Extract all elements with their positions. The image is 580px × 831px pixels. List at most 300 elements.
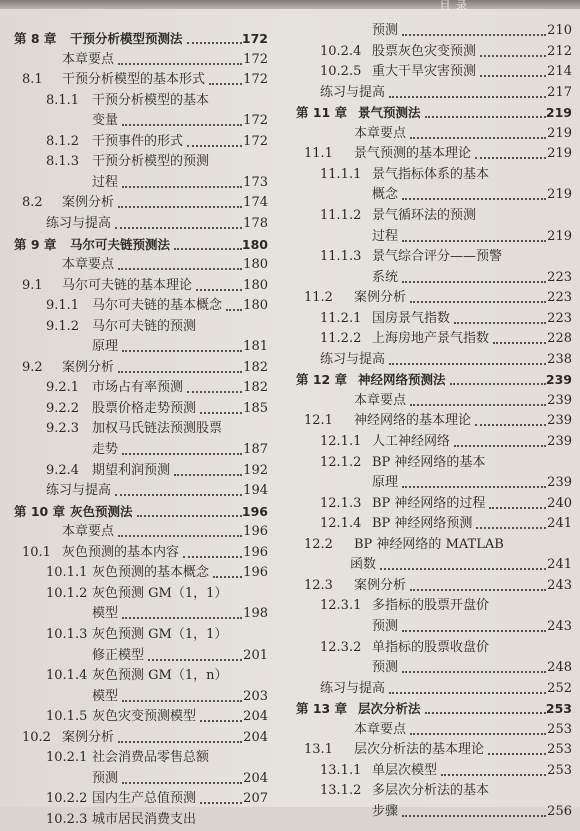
toc-leader-dots [402, 630, 546, 632]
toc-entry-number: 12.3 [304, 577, 333, 593]
toc-leader-dots [402, 486, 546, 488]
toc-chapter-entry [0, 234, 268, 256]
toc-entry [0, 542, 268, 564]
toc-entry [0, 460, 268, 482]
toc-entry [290, 554, 572, 576]
toc-entry-number: 第 8 章 [14, 31, 57, 46]
toc-entry-page: 180 [243, 298, 268, 314]
toc-leader-dots [389, 96, 546, 98]
toc-entry-title: 干预分析模型的基本 [92, 92, 210, 108]
toc-entry [0, 316, 268, 338]
toc-entry [0, 809, 268, 831]
toc-entry-title: 干预分析模型预测法 [70, 31, 183, 46]
toc-entry-title: 系统 [372, 269, 399, 285]
toc-leader-dots [389, 363, 546, 365]
toc-leader-dots [402, 34, 546, 36]
toc-leader-dots [183, 556, 242, 558]
toc-entry-title: 练习与提高 [46, 215, 112, 231]
toc-entry-number: 11.1 [304, 146, 333, 162]
toc-entry [290, 184, 572, 206]
toc-leader-dots [402, 240, 546, 242]
toc-entry-title: 灰色灾变预测模型 [92, 709, 197, 725]
toc-entry-title: 案例分析 [62, 729, 115, 745]
toc-entry-title: 干预分析模型的基本形式 [62, 72, 206, 88]
toc-leader-dots [454, 322, 546, 324]
toc-entry-title: 本章要点 [354, 392, 407, 408]
toc-leader-dots [122, 782, 242, 784]
toc-entry-page: 253 [547, 742, 572, 758]
toc-entry-title: 步骤 [372, 803, 399, 819]
toc-entry [290, 780, 572, 802]
toc-entry-number: 11.1.2 [320, 207, 362, 223]
toc-entry-title: 案例分析 [62, 359, 115, 375]
toc-entry-page: 217 [547, 84, 572, 100]
toc-entry-number: 10.2.3 [46, 811, 88, 827]
toc-entry-number: 12.1.2 [320, 454, 362, 470]
toc-leader-dots [122, 700, 242, 702]
toc-entry [0, 727, 268, 749]
toc-entry-number: 10.1 [22, 544, 51, 560]
toc-entry-title: 单层次模型 [372, 762, 438, 778]
toc-entry-title: 国房景气指数 [372, 310, 451, 326]
toc-entry-title: 预测 [372, 618, 399, 634]
toc-entry-page: 180 [243, 257, 268, 273]
toc-entry-title: 国内生产总值预测 [92, 791, 197, 807]
toc-entry-page: 172 [241, 31, 268, 46]
toc-entry-page: 243 [547, 618, 572, 634]
toc-entry-number: 12.3.2 [320, 639, 362, 655]
toc-leader-dots [118, 535, 242, 537]
toc-entry-number: 8.1.2 [46, 133, 80, 149]
toc-entry-title: 加权马氏链法预测股票 [92, 421, 223, 437]
toc-leader-dots [115, 227, 242, 229]
toc-entry [290, 595, 572, 617]
toc-entry-number: 10.2 [22, 729, 51, 745]
toc-entry [290, 164, 572, 186]
toc-entry-number: 第 13 章 [296, 701, 348, 717]
toc-chapter-entry [0, 28, 268, 50]
toc-entry-title: 景气循环法的预测 [372, 207, 477, 223]
toc-entry-title: 景气预测的基本理论 [354, 146, 472, 162]
toc-entry-title: 预测 [372, 23, 399, 38]
toc-entry-title: 股票灰色灾变预测 [372, 43, 477, 59]
toc-entry-title: 神经网络预测法 [358, 372, 446, 388]
toc-entry-title: 练习与提高 [320, 680, 386, 696]
toc-leader-dots [226, 309, 242, 311]
toc-entry-title: 过程 [92, 174, 119, 190]
toc-leader-dots [200, 720, 242, 722]
toc-entry [290, 616, 572, 638]
toc-leader-dots [475, 424, 546, 426]
toc-entry-title: 本章要点 [62, 51, 115, 67]
toc-entry-page: 182 [243, 359, 268, 375]
toc-entry-title: 案例分析 [354, 290, 407, 306]
toc-leader-dots [118, 268, 242, 270]
toc-entry-number: 11.2.2 [320, 331, 362, 347]
toc-entry-title: 马尔可夫链预测法 [70, 236, 171, 252]
toc-entry-title: 原理 [372, 475, 399, 491]
toc-entry [290, 143, 572, 165]
toc-leader-dots [122, 617, 242, 619]
toc-entry [290, 719, 572, 741]
toc-entry-page: 239 [547, 392, 572, 408]
toc-entry-number: 10.1.5 [46, 709, 88, 725]
toc-entry-page: 185 [243, 400, 268, 416]
page-header-band [0, 0, 580, 12]
toc-leader-dots [174, 474, 242, 476]
toc-entry-page: 241 [547, 516, 572, 532]
toc-chapter-entry [290, 369, 572, 391]
toc-entry-page: 228 [547, 331, 572, 347]
toc-entry-page: 173 [243, 174, 268, 190]
toc-entry [290, 226, 572, 248]
toc-entry-page: 172 [243, 72, 268, 88]
toc-entry-page: 239 [547, 434, 572, 449]
toc-entry-title: 函数 [350, 557, 377, 573]
toc-entry-number: 8.1 [22, 72, 43, 88]
toc-entry-title: BP 神经网络的基本 [372, 454, 486, 470]
toc-entry-title: 案例分析 [354, 577, 407, 593]
toc-entry-title: 本章要点 [354, 125, 407, 141]
toc-entry-page: 219 [547, 125, 572, 141]
toc-entry-title: 本章要点 [354, 721, 407, 737]
toc-entry-page: 172 [243, 51, 268, 67]
toc-entry-title: 上海房地产景气指数 [372, 331, 490, 347]
toc-entry-title: 景气预测法 [358, 105, 421, 121]
toc-entry [290, 123, 572, 145]
toc-leader-dots [200, 802, 242, 804]
toc-entry [290, 41, 572, 63]
toc-entry-title: 多层次分析法的基本 [372, 783, 490, 799]
toc-leader-dots [402, 671, 546, 673]
toc-entry-number: 13.1.2 [320, 783, 362, 799]
toc-entry-title: BP 神经网络的过程 [372, 495, 486, 511]
toc-entry-page: 223 [547, 269, 572, 285]
toc-leader-dots [118, 741, 242, 743]
toc-entry-number: 11.1.3 [320, 249, 362, 265]
toc-entry-page: 223 [547, 290, 572, 306]
toc-entry [290, 328, 572, 350]
toc-entry-page: 252 [547, 680, 572, 696]
toc-leader-dots [450, 383, 546, 385]
toc-entry-page: 181 [243, 339, 268, 355]
toc-entry [290, 61, 572, 83]
toc-entry-title: 走势 [92, 442, 119, 457]
toc-entry [0, 192, 268, 214]
toc-entry-title: 预测 [372, 660, 399, 676]
toc-leader-dots [410, 301, 546, 303]
toc-entry [290, 493, 572, 515]
toc-entry-page: 239 [545, 372, 572, 388]
toc-entry [0, 706, 268, 728]
toc-entry-number: 10.1.4 [46, 668, 88, 684]
toc-entry-title: 马尔可夫链的预测 [92, 318, 197, 334]
toc-entry-number: 8.1.3 [46, 154, 80, 170]
toc-leader-dots [118, 206, 242, 208]
toc-entry-number: 13.1.1 [320, 762, 362, 778]
toc-leader-dots [480, 75, 546, 77]
toc-entry-number: 10.2.4 [320, 43, 362, 59]
toc-entry-number: 第 12 章 [296, 372, 348, 388]
toc-leader-dots [425, 116, 546, 118]
toc-entry-title: 干预事件的形式 [92, 133, 184, 149]
toc-entry-title: 灰色预测 GM（1，1） [92, 585, 228, 601]
toc-entry [0, 357, 268, 379]
toc-entry-page: 248 [547, 660, 572, 676]
toc-entry-number: 12.1.3 [320, 495, 362, 511]
toc-entry-page: 240 [547, 495, 572, 511]
toc-entry [0, 151, 268, 173]
toc-entry-page: 253 [547, 721, 572, 737]
toc-leader-dots [122, 453, 242, 455]
toc-entry-page: 196 [243, 544, 268, 560]
toc-entry-number: 第 11 章 [296, 105, 348, 121]
toc-entry-title: 多指标的股票开盘价 [372, 598, 490, 614]
toc-entry-number: 9.2.2 [46, 400, 80, 416]
toc-chapter-entry [290, 698, 572, 720]
toc-entry-title: 马尔可夫链的基本理论 [62, 277, 193, 293]
toc-entry-number: 9.2.4 [46, 462, 80, 478]
toc-leader-dots [187, 391, 242, 393]
toc-entry-page: 253 [547, 762, 572, 778]
toc-entry-title: BP 神经网络的 MATLAB [354, 536, 504, 552]
toc-entry [0, 213, 268, 235]
toc-entry-title: 干预分析模型的预测 [92, 154, 210, 170]
toc-leader-dots [480, 55, 546, 57]
toc-entry [0, 69, 268, 91]
toc-entry [290, 678, 572, 700]
toc-entry-page: 196 [243, 565, 268, 581]
toc-entry [290, 657, 572, 679]
toc-entry-number: 12.1.1 [320, 434, 362, 449]
toc-leader-dots [380, 568, 546, 570]
toc-entry [290, 267, 572, 289]
toc-entry [290, 349, 572, 371]
toc-leader-dots [196, 289, 242, 291]
toc-entry-title: 市场占有率预测 [92, 380, 184, 396]
toc-leader-dots [493, 342, 546, 344]
toc-entry [0, 439, 268, 461]
toc-entry-page: 204 [243, 770, 268, 786]
toc-entry [0, 275, 268, 297]
toc-entry-title: 概念 [372, 187, 399, 203]
toc-entry-page: 239 [547, 475, 572, 491]
toc-entry [290, 513, 572, 535]
toc-leader-dots [410, 589, 546, 591]
toc-entry-title: 神经网络的基本理论 [354, 413, 472, 429]
toc-entry-title: 单指标的股票收盘价 [372, 639, 490, 655]
toc-entry [290, 20, 572, 42]
toc-entry [0, 418, 268, 440]
toc-entry [290, 308, 572, 330]
toc-entry-page: 180 [241, 236, 268, 252]
toc-entry-number: 第 10 章 [14, 503, 66, 519]
toc-leader-dots [402, 815, 546, 817]
toc-entry-title: 练习与提高 [320, 84, 386, 100]
toc-entry [290, 472, 572, 494]
toc-entry-title: 练习与提高 [320, 351, 386, 367]
toc-entry-page: 180 [243, 277, 268, 293]
toc-leader-dots [209, 83, 242, 85]
toc-entry [0, 645, 268, 667]
toc-entry-title: 重大干旱灾害预测 [372, 64, 477, 80]
toc-leader-dots [122, 124, 242, 126]
toc-entry-number: 10.1.1 [46, 565, 88, 581]
toc-entry-number: 8.2 [22, 195, 43, 211]
toc-entry-number: 10.2.2 [46, 791, 88, 807]
toc-entry [290, 82, 572, 104]
toc-leader-dots [137, 515, 242, 517]
toc-entry-page: 223 [547, 310, 572, 326]
toc-entry-number: 9.1.1 [46, 298, 80, 314]
toc-entry-number: 12.3.1 [320, 598, 362, 614]
toc-leader-dots [118, 63, 242, 65]
toc-entry-number: 12.1.4 [320, 516, 362, 532]
toc-entry-title: 模型 [92, 688, 119, 704]
toc-entry-number: 8.1.1 [46, 92, 80, 108]
toc-entry-page: 182 [243, 380, 268, 396]
toc-entry-page: 198 [243, 606, 268, 622]
toc-entry-title: 案例分析 [62, 195, 115, 211]
toc-entry-title: 景气综合评分——预警 [372, 249, 503, 265]
toc-chapter-entry [0, 501, 268, 523]
toc-leader-dots [118, 371, 242, 373]
toc-leader-dots [476, 527, 546, 529]
toc-entry [0, 110, 268, 132]
toc-entry-page: 212 [547, 43, 572, 59]
toc-entry-number: 9.1.2 [46, 318, 80, 334]
toc-entry-title: 本章要点 [62, 524, 115, 540]
toc-entry [0, 562, 268, 584]
toc-entry-number: 13.1 [304, 742, 333, 758]
toc-entry-page: 196 [241, 503, 268, 519]
toc-entry-title: 变量 [92, 113, 119, 129]
toc-entry [0, 49, 268, 71]
toc-entry-page: 243 [547, 577, 572, 593]
toc-leader-dots [402, 198, 546, 200]
toc-entry-title: 灰色预测的基本内容 [62, 544, 180, 560]
toc-entry-page: 219 [545, 105, 572, 121]
toc-entry-page: 196 [243, 524, 268, 540]
toc-entry [0, 90, 268, 112]
toc-entry [0, 583, 268, 605]
toc-leader-dots [410, 137, 546, 139]
toc-leader-dots [122, 186, 242, 188]
toc-entry-title: 人工神经网络 [372, 434, 451, 449]
toc-entry [0, 665, 268, 687]
toc-entry-page: 214 [547, 64, 572, 80]
toc-entry-title: 层次分析法 [358, 701, 421, 717]
toc-entry-title: 马尔可夫链的基本概念 [92, 298, 223, 314]
toc-entry-title: 景气指标体系的基本 [372, 166, 490, 182]
toc-entry-number: 9.2.3 [46, 421, 80, 437]
toc-entry [290, 287, 572, 309]
toc-entry-number: 9.2 [22, 359, 43, 375]
toc-entry-number: 10.1.3 [46, 626, 88, 642]
toc-leader-dots [402, 281, 546, 283]
toc-entry-page: 204 [243, 729, 268, 745]
toc-entry-title: 期望利润预测 [92, 462, 171, 478]
toc-entry-page: 239 [547, 413, 572, 429]
toc-entry-number: 第 9 章 [14, 236, 57, 252]
toc-leader-dots [488, 753, 546, 755]
toc-entry [290, 760, 572, 782]
toc-entry-number: 10.1.2 [46, 585, 88, 601]
toc-entry-page: 219 [547, 146, 572, 162]
toc-leader-dots [454, 445, 546, 447]
toc-leader-dots [489, 507, 546, 509]
toc-leader-dots [213, 576, 242, 578]
toc-entry-title: 灰色预测 GM（1，1） [92, 626, 228, 642]
toc-entry-page: 207 [243, 791, 268, 807]
toc-leader-dots [475, 157, 546, 159]
toc-entry [0, 172, 268, 194]
toc-entry-title: 社会消费品零售总额 [92, 750, 210, 766]
toc-entry-page: 210 [547, 23, 572, 38]
toc-entry [0, 747, 268, 769]
toc-entry-number: 11.1.1 [320, 166, 362, 182]
toc-entry-page: 203 [243, 688, 268, 704]
toc-entry-page: 253 [545, 701, 572, 717]
toc-entry-page: 174 [243, 195, 268, 211]
toc-entry-title: 股票价格走势预测 [92, 400, 197, 416]
toc-entry-title: 模型 [92, 606, 119, 622]
toc-entry-title: BP 神经网络预测 [372, 516, 473, 532]
toc-entry [290, 637, 572, 659]
toc-leader-dots [425, 712, 546, 714]
toc-entry [290, 452, 572, 474]
toc-entry-title: 练习与提高 [46, 483, 112, 499]
toc-entry-title: 原理 [92, 339, 119, 355]
toc-leader-dots [187, 145, 242, 147]
toc-entry [0, 788, 268, 810]
toc-entry [0, 768, 268, 790]
toc-entry [290, 431, 572, 453]
toc-entry-number: 10.2.1 [46, 750, 88, 766]
toc-entry-title: 过程 [372, 228, 399, 244]
toc-entry [0, 398, 268, 420]
toc-entry [290, 801, 572, 823]
toc-leader-dots [410, 733, 546, 735]
toc-entry-page: 238 [547, 351, 572, 367]
toc-entry-number: 11.2.1 [320, 310, 362, 326]
toc-entry [290, 739, 572, 761]
toc-entry-number: 12.1 [304, 413, 333, 429]
toc-entry-number: 9.2.1 [46, 380, 80, 396]
toc-entry-page: 256 [547, 803, 572, 819]
toc-entry [0, 521, 268, 543]
toc-entry [0, 686, 268, 708]
toc-entry [290, 534, 572, 556]
toc-entry [290, 246, 572, 268]
toc-leader-dots [174, 248, 242, 250]
toc-entry [0, 336, 268, 358]
toc-leader-dots [115, 494, 242, 496]
running-header: 目 录 [439, 0, 468, 12]
toc-entry-page: 187 [243, 442, 268, 457]
toc-entry-page: 178 [243, 215, 268, 231]
toc-entry [0, 377, 268, 399]
toc-entry [0, 254, 268, 276]
toc-entry-page: 219 [547, 187, 572, 203]
toc-entry-page: 194 [243, 483, 268, 499]
toc-entry-title: 预测 [92, 770, 119, 786]
toc-entry-number: 10.2.5 [320, 64, 362, 80]
toc-entry [0, 295, 268, 317]
toc-chapter-entry [290, 102, 572, 124]
toc-entry-number: 9.1 [22, 277, 43, 293]
toc-leader-dots [148, 659, 242, 661]
